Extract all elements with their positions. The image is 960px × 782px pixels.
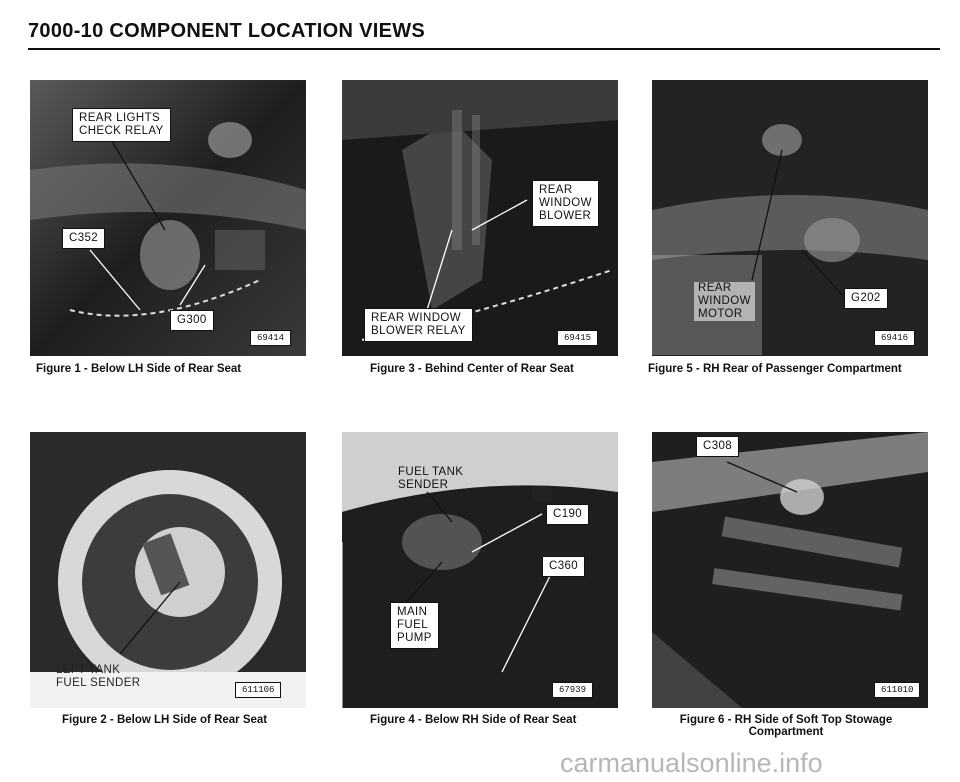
figure-ref-number: 69414 bbox=[250, 330, 291, 346]
figure-ref-number: 611010 bbox=[874, 682, 920, 698]
figure-2-caption: Figure 2 - Below LH Side of Rear Seat bbox=[62, 714, 268, 726]
callout-line: LEFT TANK bbox=[56, 664, 121, 676]
callout-main-fuel-pump bbox=[390, 602, 439, 649]
figure-5-photo bbox=[652, 80, 928, 356]
figure-ref-number: 67939 bbox=[552, 682, 593, 698]
callout-rear-window-blower bbox=[532, 180, 599, 227]
callout-line: FUEL bbox=[397, 619, 428, 631]
figure-1-caption: Figure 1 - Below LH Side of Rear Seat bbox=[36, 363, 242, 375]
callout-g300: G300 bbox=[170, 310, 214, 331]
figure-6 bbox=[652, 432, 942, 752]
figure-5 bbox=[648, 80, 942, 380]
figure-6-photo bbox=[652, 432, 928, 708]
callout-line: BLOWER bbox=[539, 210, 592, 222]
figure-4-photo bbox=[342, 432, 618, 708]
callout-line: REAR WINDOW bbox=[371, 312, 462, 324]
callout-line: REAR bbox=[698, 282, 732, 294]
callout-line: BLOWER RELAY bbox=[371, 325, 466, 337]
figure-3 bbox=[342, 80, 622, 380]
figure-3-photo bbox=[342, 80, 618, 356]
figure-1-photo bbox=[30, 80, 306, 356]
callout-line: PUMP bbox=[397, 632, 432, 644]
page-header bbox=[28, 20, 940, 50]
callout-line: REAR LIGHTS bbox=[79, 112, 161, 124]
figure-1 bbox=[30, 80, 310, 380]
watermark: carmanualsonline.info bbox=[560, 748, 823, 778]
figure-ref-number: 69415 bbox=[557, 330, 598, 346]
callout-rear-window-motor bbox=[694, 282, 755, 321]
figure-3-caption: Figure 3 - Behind Center of Rear Seat bbox=[370, 363, 574, 375]
callout-line: MOTOR bbox=[698, 308, 743, 320]
callout-line: FUEL TANK bbox=[398, 466, 464, 478]
callout-rear-window-blower-relay bbox=[364, 308, 473, 342]
callout-line: WINDOW bbox=[539, 197, 592, 209]
figure-2 bbox=[30, 432, 310, 732]
callout-c352: C352 bbox=[62, 228, 105, 249]
figure-ref-number: 611106 bbox=[235, 682, 281, 698]
callout-c308: C308 bbox=[696, 436, 739, 457]
callout-left-tank-fuel-sender bbox=[56, 664, 141, 690]
callout-c190: C190 bbox=[546, 504, 589, 525]
figure-6-caption-line-2: Compartment bbox=[748, 726, 824, 738]
callout-fuel-tank-sender bbox=[394, 466, 467, 492]
callout-line: MAIN bbox=[397, 606, 428, 618]
callout-line: REAR bbox=[539, 184, 573, 196]
page-title: 7000-10 COMPONENT LOCATION VIEWS bbox=[28, 20, 426, 42]
figure-5-caption: Figure 5 - RH Rear of Passenger Compartment bbox=[648, 363, 902, 375]
callout-line: CHECK RELAY bbox=[79, 125, 164, 137]
callout-g202: G202 bbox=[844, 288, 888, 309]
figure-4 bbox=[342, 432, 632, 732]
callout-line: WINDOW bbox=[698, 295, 751, 307]
callout-line: FUEL SENDER bbox=[56, 677, 141, 689]
callout-rear-lights-check-relay bbox=[72, 108, 171, 142]
figure-ref-number: 69416 bbox=[874, 330, 915, 346]
figure-6-caption bbox=[666, 714, 906, 738]
figure-2-photo bbox=[30, 432, 306, 708]
callout-c360: C360 bbox=[542, 556, 585, 577]
callout-line: SENDER bbox=[398, 479, 449, 491]
figure-6-caption-line-1: Figure 6 - RH Side of Soft Top Stowage bbox=[679, 714, 893, 726]
figure-4-caption: Figure 4 - Below RH Side of Rear Seat bbox=[370, 714, 577, 726]
